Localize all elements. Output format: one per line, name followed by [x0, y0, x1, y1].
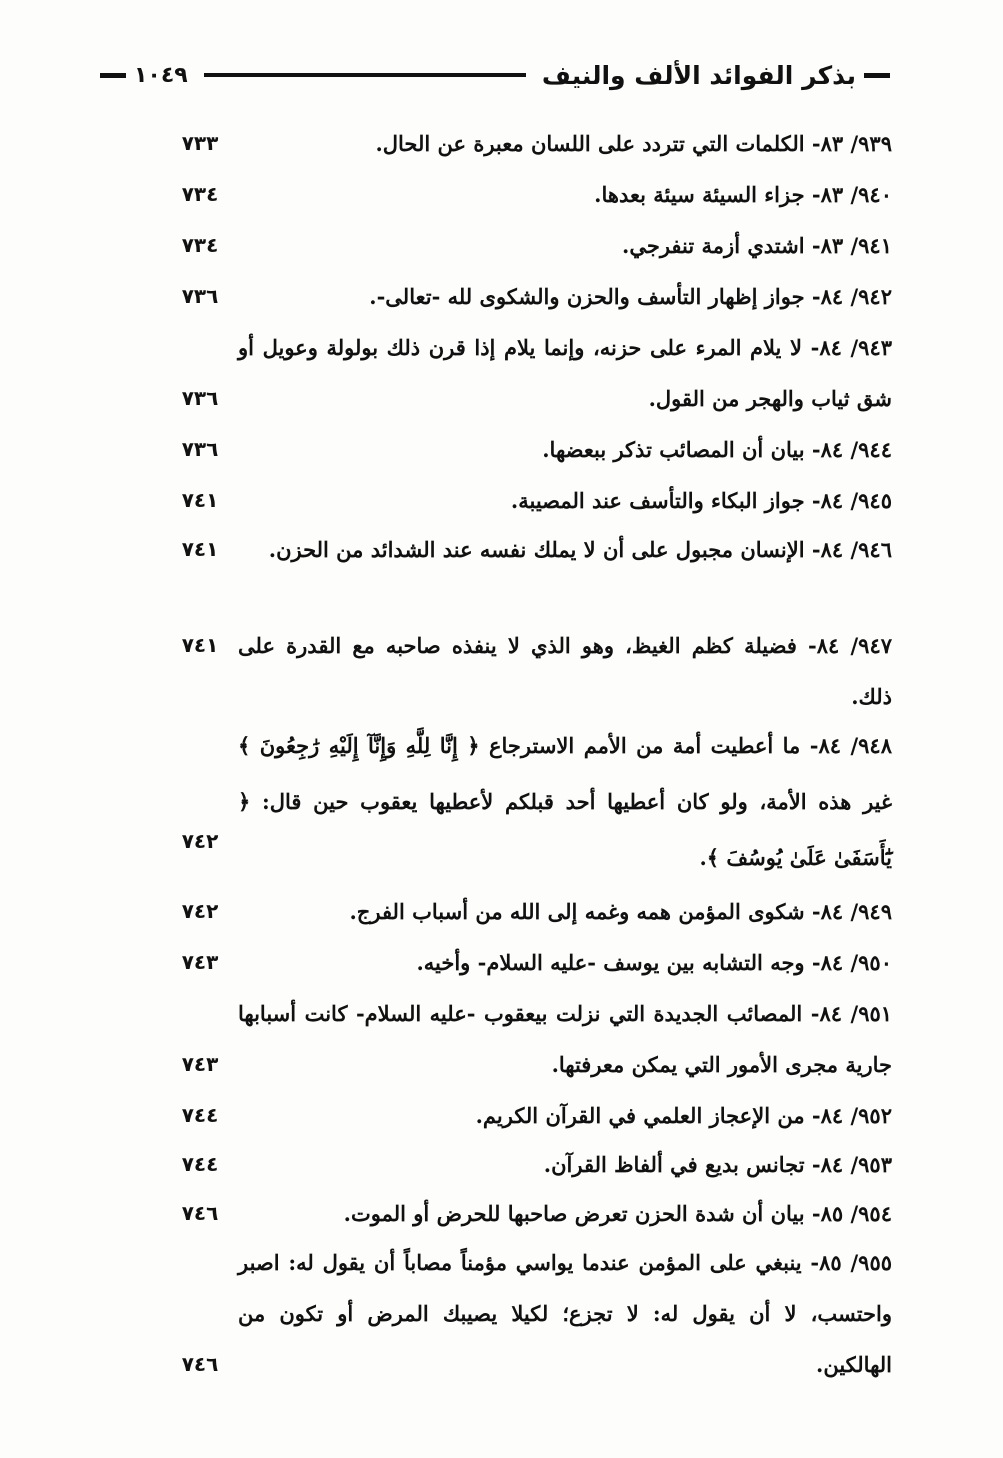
- entry-text: [170, 988, 892, 1090]
- index-entry: [170, 620, 892, 722]
- entry-text: [170, 424, 892, 475]
- entry-body: تجانس بديع في ألفاظ القرآن.: [543, 1152, 805, 1177]
- entry-ref: ٩٤٨/ ٨٤-: [809, 733, 892, 758]
- entry-body: بيان أن المصائب تذكر ببعضها.: [542, 437, 805, 462]
- index-entry: [170, 322, 892, 424]
- index-entry: [170, 424, 892, 475]
- entry-body: بيان أن شدة الحزن تعرض صاحبها للحرض أو الموت.: [343, 1201, 805, 1226]
- entry-body: لا يلام المرء على حزنه، وإنما يلام إذا قرن ذلك بولولة وعويل أو شق ثياب والهجر من القول.: [238, 335, 892, 411]
- index-entry: [170, 886, 892, 937]
- entry-text: [170, 271, 892, 322]
- entry-ref: ٩٤٧/ ٨٤-: [808, 633, 893, 658]
- entry-page: ٧٤٦: [181, 1352, 219, 1376]
- index-entry: [170, 1139, 892, 1190]
- entry-page: ٧٣٣: [181, 131, 219, 155]
- entry-body: الكلمات التي تتردد على اللسان معبرة عن الحال.: [375, 131, 805, 156]
- entry-page: ٧٤٣: [181, 950, 219, 974]
- entry-body: شكوى المؤمن همه وغمه إلى الله من أسباب الفرج.: [349, 899, 805, 924]
- index-entry: [170, 1090, 892, 1141]
- entry-ref: ٩٥٣/ ٨٤-: [811, 1152, 892, 1177]
- entry-ref: ٩٤٠/ ٨٣-: [811, 182, 892, 207]
- entry-ref: ٩٤٢/ ٨٤-: [811, 284, 892, 309]
- entry-text: [170, 169, 892, 220]
- entry-text: [170, 524, 892, 575]
- entry-page: ٧٤٣: [181, 1052, 219, 1076]
- entry-ref: ٩٥٠/ ٨٤-: [811, 950, 892, 975]
- entry-body: جواز إظهار التأسف والحزن والشكوى لله -تعالى-.: [369, 284, 805, 309]
- entry-page: ٧٣٤: [181, 233, 219, 257]
- index-entry: [170, 1237, 892, 1390]
- entry-text: [170, 322, 892, 424]
- entry-text: [170, 937, 892, 988]
- entry-body: المصائب الجديدة التي نزلت بيعقوب -عليه السلام- كانت أسبابها جارية مجرى الأمور التي يمكن معرفتها.: [238, 1001, 892, 1077]
- entry-body: من الإعجاز العلمي في القرآن الكريم.: [475, 1103, 805, 1128]
- entry-body: ما أعطيت أمة من الأمم الاسترجاع ﴿ إِنَّا لِلَّهِ وَإِنَّآ إِلَيْهِ رَٰجِعُونَ ﴾ غير هذه الأمة، ولو كان أعطيها أحد قبلكم لأعطيها يعقوب حين قال: ﴿ يَٰٓأَسَفَىٰ عَلَىٰ يُوسُفَ ﴾.: [238, 733, 892, 870]
- entry-text: [170, 886, 892, 937]
- header-page-number: ١٠٤٩: [134, 62, 188, 88]
- entry-ref: ٩٤٦/ ٨٤-: [811, 537, 892, 562]
- index-entry: [170, 524, 892, 575]
- entry-text: [170, 220, 892, 271]
- entry-body: ينبغي على المؤمن عندما يواسي مؤمناً مصاباً أن يقول له: اصبر واحتسب، لا أن يقول له: لا تجزع؛ لكيلا يصيبك المرض أو تكون من الهالكين.: [238, 1250, 892, 1377]
- index-entry: [170, 475, 892, 526]
- entry-ref: ٩٤٣/ ٨٤-: [810, 335, 893, 360]
- index-entry: [170, 169, 892, 220]
- index-entry: [170, 937, 892, 988]
- entry-page: ٧٤١: [181, 537, 219, 561]
- entry-ref: ٩٥٤/ ٨٥-: [811, 1201, 892, 1226]
- entry-page: ٧٤٢: [181, 899, 219, 923]
- header-rule: [204, 73, 526, 77]
- header-dash-right: [864, 73, 890, 78]
- entry-page: ٧٤٢: [181, 829, 219, 853]
- entry-body: الإنسان مجبول على أن لا يملك نفسه عند الشدائد من الحزن.: [268, 537, 805, 562]
- entry-ref: ٩٥٥/ ٨٥-: [810, 1250, 893, 1275]
- entry-ref: ٩٥٢/ ٨٤-: [811, 1103, 892, 1128]
- entry-ref: ٩٤١/ ٨٣-: [811, 233, 892, 258]
- entry-ref: ٩٤٩/ ٨٤-: [811, 899, 892, 924]
- entry-page: ٧٤٤: [181, 1152, 219, 1176]
- header-dash-left: [100, 73, 126, 78]
- entry-text: [170, 620, 892, 722]
- entry-page: ٧٤١: [181, 633, 219, 657]
- entry-text: [170, 118, 892, 169]
- index-entry: [170, 988, 892, 1090]
- entry-text: [170, 1237, 892, 1390]
- entry-ref: ٩٤٥/ ٨٤-: [811, 488, 892, 513]
- entry-ref: ٩٣٩/ ٨٣-: [811, 131, 892, 156]
- entry-body: جزاء السيئة سيئة بعدها.: [594, 182, 805, 207]
- index-entry: [170, 1188, 892, 1239]
- index-entry: [170, 718, 892, 886]
- running-header: [100, 52, 890, 98]
- entry-page: ٧٤١: [181, 488, 219, 512]
- entry-body: اشتدي أزمة تنفرجي.: [622, 233, 805, 258]
- entry-body: جواز البكاء والتأسف عند المصيبة.: [510, 488, 805, 513]
- entry-page: ٧٣٦: [181, 437, 219, 461]
- entry-page: ٧٤٤: [181, 1103, 219, 1127]
- entry-page: ٧٣٦: [181, 284, 219, 308]
- entry-text: [170, 1139, 892, 1190]
- index-entry: [170, 220, 892, 271]
- entry-page: ٧٤٦: [181, 1201, 219, 1225]
- entry-ref: ٩٥١/ ٨٤-: [810, 1001, 893, 1026]
- entry-text: [170, 718, 892, 886]
- entry-page: ٧٣٦: [181, 386, 219, 410]
- entry-body: فضيلة كظم الغيظ، وهو الذي لا ينفذه صاحبه مع القدرة على ذلك.: [238, 633, 892, 709]
- index-entry: [170, 271, 892, 322]
- entry-body: وجه التشابه بين يوسف -عليه السلام- وأخيه.: [416, 950, 805, 975]
- entry-text: [170, 1090, 892, 1141]
- entry-page: ٧٣٤: [181, 182, 219, 206]
- header-title: بذكر الفوائد الألف والنيف: [541, 60, 856, 90]
- index-entry: [170, 118, 892, 169]
- entry-text: [170, 475, 892, 526]
- entry-text: [170, 1188, 892, 1239]
- entry-ref: ٩٤٤/ ٨٤-: [811, 437, 892, 462]
